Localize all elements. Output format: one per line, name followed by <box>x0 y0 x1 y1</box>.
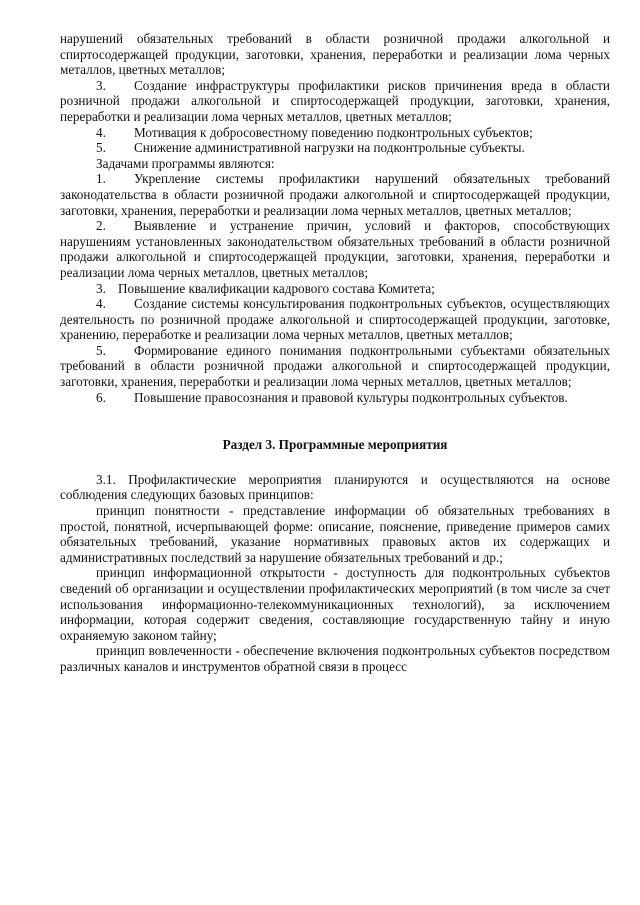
task-number: 3. <box>96 280 106 296</box>
task-item-1 <box>60 171 610 218</box>
task-item-6 <box>60 390 610 406</box>
task-item-4 <box>60 296 610 343</box>
task-text: Укрепление системы профилактики нарушений обязательных требований законодательства в области розничной продажи алкогольной и спиртосодержащей продукции, заготовки, хранения, переработки и реализации лома черных металлов, цветных металлов; <box>60 171 610 218</box>
task-text: Создание системы консультирования подконтрольных субъектов, осуществляющих деятельность по розничной продаже алкогольной и спиртосодержащей продукции, заготовке, хранению, переработке и реализации лома черных металлов, цветных металлов; <box>60 296 610 343</box>
principle-clarity: принцип понятности - представление информации об обязательных требованиях в простой, понятной, исчерпывающей форме: описание, пояснение, приведение примеров самих обязательных требований, указание нормативных правовых актов их содержащих и административных последствий за нарушение обязательных требований и др.; <box>60 503 610 565</box>
task-text: Формирование единого понимания подконтрольными субъектами обязательных требований в области розничной продажи алкогольной и спиртосодержащей продукции, заготовки, хранения, переработки и реализации лома черных металлов, цветных металлов; <box>60 342 610 390</box>
goal-number: 5. <box>96 140 106 156</box>
goal-number: 3. <box>96 77 106 93</box>
task-number: 4. <box>96 296 106 312</box>
goal-text: Мотивация к добросовестному поведению подконтрольных субъектов; <box>134 124 533 140</box>
task-number: 6. <box>96 389 106 405</box>
principle-involvement: принцип вовлеченности - обеспечение включения подконтрольных субъектов посредством различных каналов и инструментов обратной связи в процесс <box>60 643 610 674</box>
goal-item-3 <box>60 78 610 125</box>
task-number: 5. <box>96 342 106 358</box>
task-text: Повышение квалификации кадрового состава Комитета; <box>118 280 435 296</box>
task-text: Выявление и устранение причин, условий и факторов, способствующих нарушениям установленных законодательством обязательных требований в области розничной продажи алкогольной и спиртосодержащей продукции, заготовки, хранения, переработки и реализации лома черных металлов, цветных металлов; <box>60 218 610 280</box>
goal-text: Снижение административной нагрузки на подконтрольные субъекты. <box>134 140 525 156</box>
goal-item-4 <box>60 125 610 141</box>
goal-item-5 <box>60 140 610 156</box>
intro-paragraph: нарушений обязательных требований в области розничной продажи алкогольной и спиртосодержащей продукции, заготовки, хранения, переработки и реализации лома черных металлов, цветных металлов; <box>60 31 610 78</box>
section-3-title: Раздел 3. Программные мероприятия <box>222 437 448 453</box>
task-number: 1. <box>96 171 106 187</box>
task-number: 2. <box>96 218 106 234</box>
goal-text: Создание инфраструктуры профилактики рисков причинения вреда в области розничной продажи алкогольной и спиртосодержащей продукции, заготовки, хранения, переработки и реализации лома черных металлов, цветных металлов; <box>60 77 610 124</box>
task-item-3 <box>60 281 610 297</box>
task-text: Повышение правосознания и правовой культуры подконтрольных субъектов. <box>134 389 568 405</box>
paragraph-3-1: 3.1. Профилактические мероприятия планируются и осуществляются на основе соблюдения следующих базовых принципов: <box>60 471 610 503</box>
task-item-5 <box>60 343 610 390</box>
goal-number: 4. <box>96 124 106 140</box>
principle-openness: принцип информационной открытости - доступность для подконтрольных субъектов сведений об организации и осуществлении профилактических мероприятий (в том числе за счет использования информационно-телекоммуникационных технологий), за исключением информации, которая содержит сведения, составляющие государственную тайну и иную охраняемую законом тайну; <box>60 565 610 643</box>
tasks-heading: Задачами программы являются: <box>96 155 275 171</box>
task-item-2 <box>60 218 610 280</box>
